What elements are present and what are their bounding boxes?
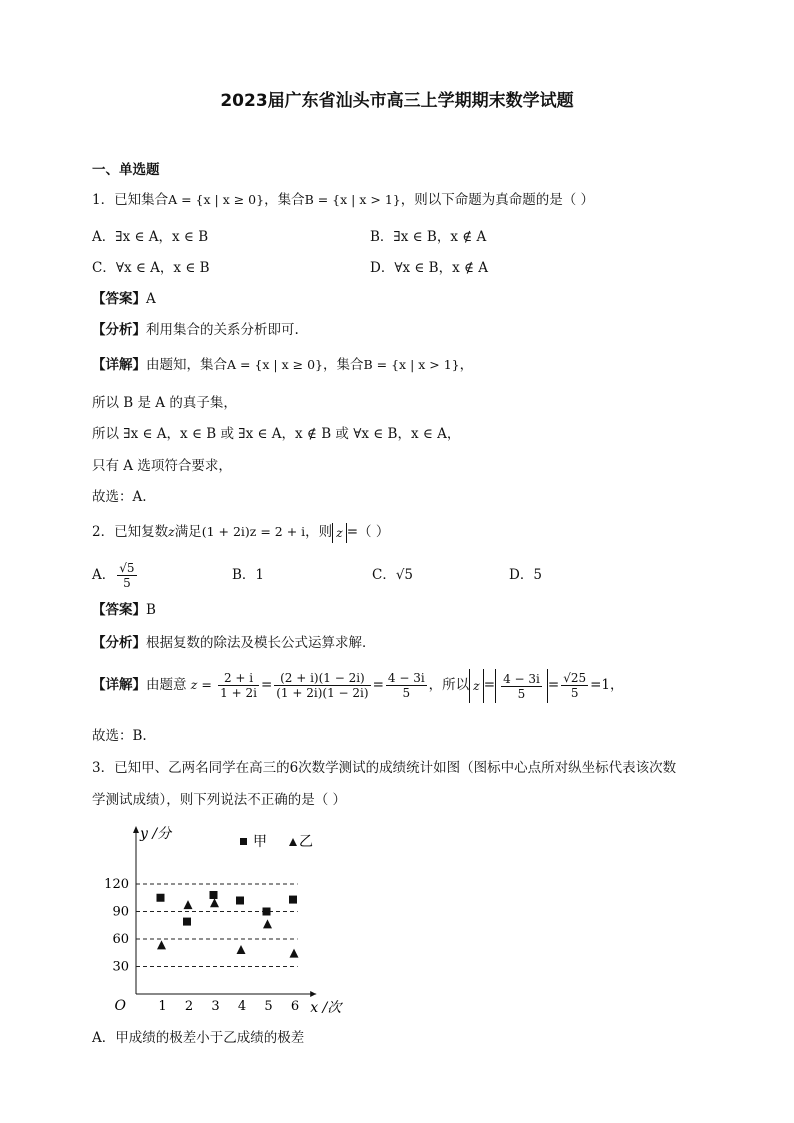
detail-text: 由题知，集合 bbox=[146, 357, 227, 373]
data-point-jia bbox=[210, 891, 218, 899]
detail-tag: 【详解】 bbox=[92, 677, 146, 693]
equals: = bbox=[260, 677, 273, 693]
q1-answer bbox=[92, 289, 156, 309]
frac-den: (1 + 2i)(1 − 2i) bbox=[276, 686, 369, 700]
q1-option-c: C．∀x ∈ A，x ∈ B bbox=[92, 260, 210, 276]
page-title: 2023届广东省汕头市高三上学期期末数学试题 bbox=[220, 91, 574, 111]
q1-option-d: D．∀x ∈ B，x ∉ A bbox=[370, 260, 489, 276]
answer-tag: 【答案】 bbox=[92, 602, 146, 618]
q2-analysis bbox=[92, 633, 376, 653]
section-heading: 一、单选题 bbox=[92, 162, 160, 178]
answer-tag: 【答案】 bbox=[92, 291, 146, 307]
x-tick-label: 2 bbox=[184, 999, 194, 1014]
x-axis-arrow bbox=[310, 991, 316, 997]
data-point-yi bbox=[263, 919, 272, 928]
frac-num: (2 + i)(1 − 2i) bbox=[274, 671, 370, 686]
x-tick-label: 1 bbox=[158, 999, 167, 1014]
frac-den: 1 + 2i bbox=[220, 686, 257, 700]
option-label: A． bbox=[92, 567, 116, 583]
detail-fraction-3 bbox=[386, 671, 427, 700]
option-fraction bbox=[117, 561, 136, 590]
detail-abs-z: z bbox=[469, 669, 484, 703]
frac-den: 5 bbox=[517, 686, 526, 701]
frac-num: 2 + i bbox=[218, 671, 259, 686]
q2-answer bbox=[92, 600, 156, 620]
q2-option-a bbox=[92, 560, 139, 590]
q1-set-b: B = {x | x > 1} bbox=[304, 192, 401, 207]
q2-equation: (1 + 2i)z = 2 + i bbox=[201, 524, 306, 539]
y-tick-label: 30 bbox=[112, 959, 129, 975]
x-axis-label: x /次 bbox=[310, 1000, 342, 1014]
q2-choice: 故选：B. bbox=[92, 728, 147, 744]
legend-square-marker bbox=[240, 838, 247, 845]
q2-stem-text: =（ ） bbox=[346, 524, 390, 540]
data-point-jia bbox=[263, 907, 271, 915]
legend-label-jia: 甲 bbox=[253, 834, 267, 850]
data-point-yi bbox=[290, 949, 299, 958]
data-point-yi bbox=[184, 900, 193, 909]
data-point-jia bbox=[289, 896, 297, 904]
detail-fraction-4 bbox=[501, 672, 542, 701]
q1-detail bbox=[92, 355, 473, 375]
legend-triangle-marker bbox=[289, 838, 297, 846]
frac-num: √5 bbox=[119, 561, 135, 575]
y-tick-label: 120 bbox=[104, 876, 129, 892]
q3-option-a: A．甲成绩的极差小于乙成绩的极差 bbox=[92, 1030, 305, 1046]
detail-text: ，所以 bbox=[428, 677, 470, 693]
analysis-tag: 【分析】 bbox=[92, 635, 146, 651]
frac-den: 5 bbox=[402, 686, 411, 700]
data-point-jia bbox=[157, 894, 165, 902]
q1-stem-text2: ，集合 bbox=[264, 192, 305, 208]
q2-option-c: C．√5 bbox=[372, 567, 414, 583]
q1-set-a: A = {x | x ≥ 0} bbox=[168, 192, 265, 207]
q2-option-b: B．1 bbox=[232, 567, 265, 583]
x-tick-label: 4 bbox=[237, 999, 247, 1014]
x-tick-label: 3 bbox=[211, 999, 220, 1014]
q1-analysis bbox=[92, 320, 299, 340]
data-point-jia bbox=[236, 896, 244, 904]
equals: = bbox=[372, 677, 384, 693]
detail-text: =1， bbox=[590, 677, 624, 693]
q1-detail-line3: 所以 ∃x ∈ A，x ∈ B 或 ∃x ∈ A，x ∉ B 或 ∀x ∈ B，x ∈ A， bbox=[92, 426, 461, 442]
data-point-yi bbox=[237, 945, 246, 954]
detail-set-a: A = {x | x ≥ 0} bbox=[227, 357, 323, 372]
data-point-yi bbox=[210, 898, 219, 907]
q1-option-a: A．∃x ∈ A，x ∈ B bbox=[92, 229, 209, 245]
q2-stem-text: 2．已知复数 bbox=[92, 524, 169, 540]
frac-den: 5 bbox=[570, 686, 579, 700]
equals: = bbox=[483, 677, 496, 693]
detail-set-b: B = {x | x > 1} bbox=[363, 357, 460, 372]
q1-detail-line4: 只有 A 选项符合要求， bbox=[92, 458, 232, 474]
frac-den: 5 bbox=[123, 576, 131, 590]
q1-choice: 故选：A. bbox=[92, 489, 147, 505]
q1-stem bbox=[92, 190, 594, 210]
q1-stem-text3: ，则以下命题为真命题的是（ ） bbox=[400, 192, 595, 208]
x-tick-label: 5 bbox=[264, 999, 273, 1014]
detail-fraction-2 bbox=[274, 671, 370, 700]
q2-stem-text: ，则 bbox=[305, 524, 333, 540]
x-tick-label: 6 bbox=[290, 999, 300, 1014]
q1-stem-text: 1．已知集合 bbox=[92, 192, 169, 208]
q3-stem-line1: 3．已知甲、乙两名同学在高三的6次数学测试的成绩统计如图（图标中心点所对纵坐标代表该次数 bbox=[92, 760, 677, 776]
q3-stem-line2: 学测试成绩），则下列说法不正确的是（ ） bbox=[92, 792, 347, 808]
frac-num: 4 − 3i bbox=[503, 671, 540, 686]
detail-z: z = bbox=[190, 677, 212, 692]
data-point-jia bbox=[183, 918, 191, 926]
y-axis-arrow bbox=[133, 826, 139, 833]
q1-option-b: B．∃x ∈ B，x ∉ A bbox=[370, 229, 487, 245]
origin-label: O bbox=[114, 998, 126, 1014]
q2-stem bbox=[92, 522, 389, 543]
analysis-text: 利用集合的关系分析即可. bbox=[146, 322, 299, 338]
detail-text: 由题意 bbox=[146, 677, 187, 693]
detail-abs-fraction bbox=[495, 669, 548, 703]
equals: = bbox=[547, 677, 560, 693]
y-axis-label: y /分 bbox=[140, 826, 172, 842]
detail-fraction-5 bbox=[561, 671, 588, 700]
y-tick-label: 60 bbox=[112, 931, 129, 947]
q2-stem-text: 满足 bbox=[174, 524, 202, 540]
legend-label-yi: 乙 bbox=[299, 834, 313, 850]
q2-option-d: D．5 bbox=[509, 567, 542, 583]
q2-abs-z: z bbox=[332, 523, 347, 543]
analysis-tag: 【分析】 bbox=[92, 322, 146, 338]
analysis-text: 根据复数的除法及模长公式运算求解． bbox=[146, 635, 376, 651]
data-point-yi bbox=[157, 940, 166, 949]
frac-num: 4 − 3i bbox=[387, 671, 425, 685]
q1-detail-line2: 所以 B 是 A 的真子集， bbox=[92, 395, 237, 411]
y-tick-label: 90 bbox=[112, 904, 129, 920]
detail-text: ，集合 bbox=[322, 357, 364, 373]
answer-value: B bbox=[146, 602, 156, 618]
q2-z: z bbox=[168, 524, 175, 539]
answer-value: A bbox=[146, 291, 156, 307]
detail-text: ， bbox=[459, 357, 474, 373]
frac-num: √25 bbox=[563, 671, 587, 685]
q2-detail bbox=[92, 668, 624, 703]
detail-fraction-1 bbox=[218, 671, 259, 700]
detail-tag: 【详解】 bbox=[92, 357, 146, 373]
score-scatter-chart bbox=[96, 822, 376, 1014]
